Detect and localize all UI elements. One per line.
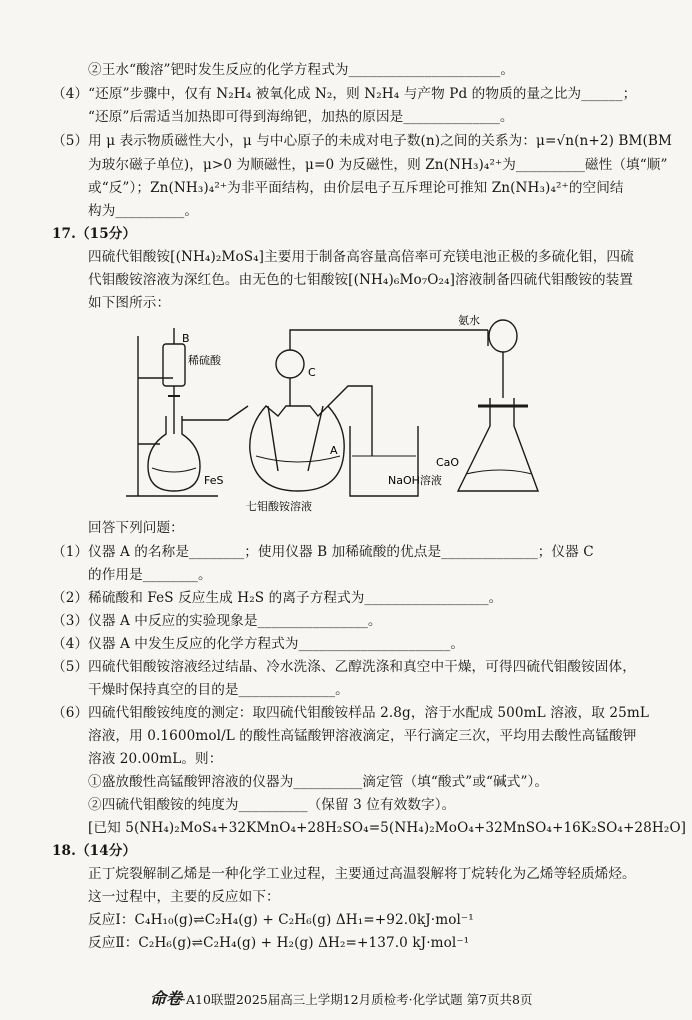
- text-line-11: 如下图所示：: [88, 295, 171, 311]
- text-line-6: 或“反”）；Zn(NH₃)₄²⁺为非平面结构，由价层电子互斥理论可推知 Zn(NH₃)₄²⁺的空间结: [88, 180, 624, 196]
- text-line-7: 构为__________。: [88, 203, 199, 219]
- text-line-14: 的作用是________。: [88, 567, 212, 583]
- label-C: C: [308, 366, 316, 379]
- label-NaOH: NaOH溶液: [388, 474, 442, 487]
- apparatus-diagram: [118, 306, 558, 516]
- text-line-1: ②王水“酸溶”钯时发生反应的化学方程式为______________________。: [88, 62, 515, 78]
- footer-text: ·A10联盟2025届高三上学期12月质检考·化学试题 第7页共8页: [182, 992, 533, 1007]
- text-line-5: 为玻尔磁子单位)，μ>0 为顺磁性，μ=0 为反磁性，则 Zn(NH₃)₄²⁺为__________磁性（填“顺”: [88, 157, 668, 173]
- label-CaO: CaO: [436, 456, 460, 469]
- footer-logo: 命卷: [150, 989, 183, 1008]
- text-line-19: 干燥时保持真空的目的是______________。: [88, 682, 349, 698]
- text-line-18: （5）四硫代钼酸铵溶液经过结晶、冷水洗涤、乙醇洗涤和真空中干燥，可得四硫代钼酸铵固体，: [52, 659, 636, 675]
- label-dilute-acid: 稀硫酸: [188, 354, 221, 367]
- text-line-10: 代钼酸铵溶液为深红色。由无色的七钼酸铵[(NH₄)₆Mo₇O₂₄]溶液制备四硫代钼酸铵的装置: [88, 272, 634, 288]
- conical-flask: [458, 398, 538, 491]
- text-line-2: （4）“还原”步骤中，仅有 N₂H₄ 被氧化成 N₂，则 N₂H₄ 与产物 Pd 的物质的量之比为______；: [52, 86, 637, 102]
- text-line-15: （2）稀硫酸和 FeS 反应生成 H₂S 的离子方程式为__________________。: [52, 590, 503, 606]
- page-footer: [150, 986, 533, 1009]
- text-line-17: （4）仪器 A 中发生反应的化学方程式为______________________。: [52, 636, 465, 652]
- text-line-9: 四硫代钼酸铵[(NH₄)₂MoS₄]主要用于制备高容量高倍率可充镁电池正极的多硫化钼，四硫: [88, 249, 634, 265]
- label-A: A: [330, 444, 338, 457]
- dropping-funnel-B: [163, 344, 185, 386]
- text-line-24: ②四硫代钼酸铵的纯度为__________（保留 3 位有效数字）。: [88, 797, 456, 813]
- text-line-8: 17.（15分）: [52, 226, 137, 242]
- funnel-C: [276, 350, 304, 378]
- text-line-28: 这一过程中，主要的反应如下：: [88, 889, 280, 905]
- text-line-16: （3）仪器 A 中反应的实验现象是________________。: [52, 613, 382, 629]
- text-line-21: 溶液，用 0.1600mol/L 的酸性高锰酸钾溶液滴定，平行滴定三次，平均用去酸性高锰酸钾: [88, 728, 637, 744]
- text-line-26: 18.（14分）: [52, 843, 137, 859]
- text-line-12: 回答下列问题：: [88, 520, 184, 536]
- ammonia-funnel: [489, 320, 517, 352]
- text-line-13: （1）仪器 A 的名称是________；使用仪器 B 加稀硫酸的优点是______________；仪器 C: [52, 544, 594, 560]
- label-ammonia: 氨水: [458, 314, 480, 327]
- text-line-30: 反应Ⅱ：C₂H₆(g)⇌C₂H₄(g) + H₂(g) ΔH₂=+137.0 kJ·mol⁻¹: [88, 935, 470, 951]
- text-line-22: 溶液 20.00mL。则：: [88, 751, 223, 767]
- text-line-23: ①盛放酸性高锰酸钾溶液的仪器为__________滴定管（填“酸式”或“碱式”）。: [88, 774, 549, 790]
- text-line-20: （6）四硫代钼酸铵纯度的测定：取四硫代钼酸铵样品 2.8g，溶于水配成 500mL 溶液，取 25mL: [52, 705, 650, 721]
- text-line-29: 反应Ⅰ：C₄H₁₀(g)⇌C₂H₄(g) + C₂H₆(g) ΔH₁=+92.0kJ·mol⁻¹: [88, 912, 474, 928]
- text-line-4: （5）用 μ 表示物质磁性大小，μ 与中心原子的未成对电子数(n)之间的关系为：μ=√n(n+2) BM(BM: [52, 133, 673, 149]
- text-line-25: [已知 5(NH₄)₂MoS₄+32KMnO₄+28H₂SO₄=5(NH₄)₂MoO₄+32MnSO₄+16K₂SO₄+28H₂O]: [88, 820, 687, 836]
- label-B: B: [182, 332, 190, 345]
- text-line-3: “还原”后需适当加热即可得到海绵钯，加热的原因是______________。: [88, 109, 514, 125]
- label-heptamolybdate: 七钼酸铵溶液: [246, 500, 312, 513]
- text-line-27: 正丁烷裂解制乙烯是一种化学工业过程，主要通过高温裂解将丁烷转化为乙烯等轻质烯烃。: [88, 866, 636, 882]
- label-FeS: FeS: [204, 474, 224, 487]
